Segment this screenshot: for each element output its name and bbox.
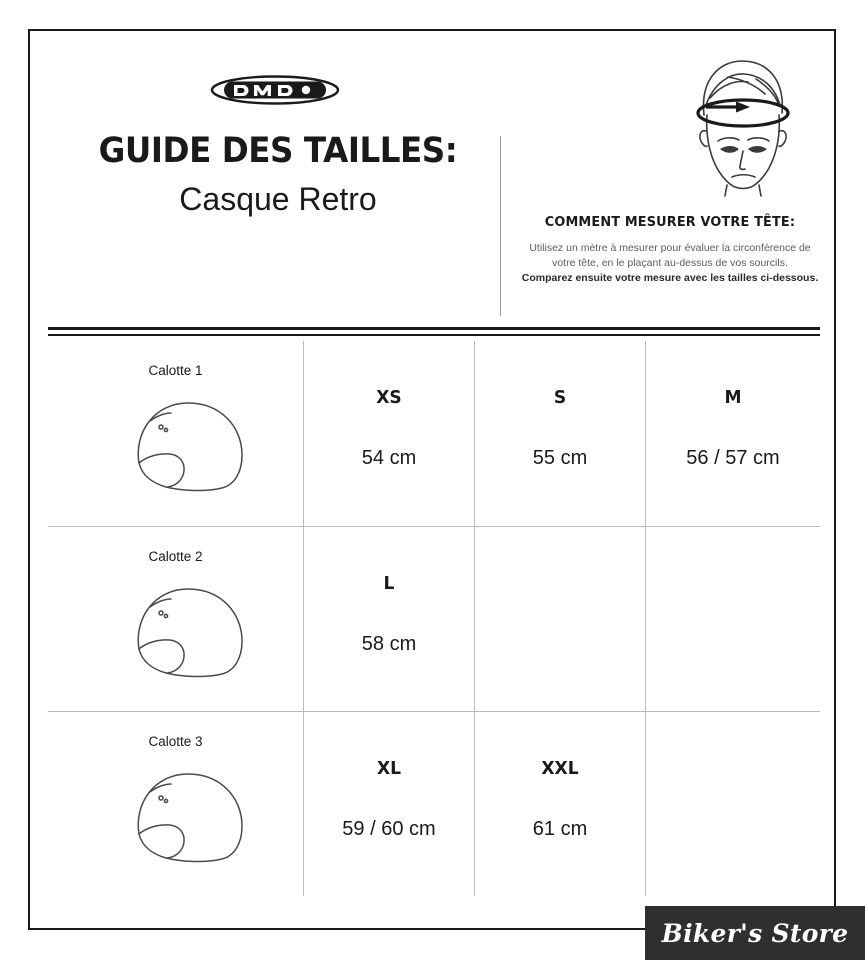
size-value: 58 cm — [361, 633, 417, 655]
header-rule-bottom — [48, 334, 820, 336]
size-cell — [474, 341, 645, 526]
shell-label: Calotte 3 — [148, 734, 203, 749]
measure-instructions — [520, 214, 820, 287]
helmet-icon — [126, 577, 254, 682]
shell-label: Calotte 1 — [148, 363, 203, 378]
header-rule-top — [48, 327, 820, 330]
measure-line-2: votre tête, en le plaçant au-dessus de vos sourcils. — [552, 257, 788, 270]
shell-cell — [48, 341, 303, 526]
size-name: XL — [376, 758, 402, 779]
size-cell — [645, 341, 820, 526]
shell-label: Calotte 2 — [148, 549, 203, 564]
helmet-icon — [126, 762, 254, 867]
size-cell — [303, 341, 474, 526]
size-value: 54 cm — [361, 447, 417, 469]
size-name: L — [383, 573, 395, 594]
table-row — [48, 341, 820, 526]
size-value: 59 / 60 cm — [342, 818, 436, 840]
watermark-text: Biker's Store — [661, 918, 849, 948]
store-watermark — [645, 906, 865, 960]
size-value: 56 / 57 cm — [686, 447, 780, 469]
size-cell — [474, 712, 645, 896]
shell-cell — [48, 712, 303, 896]
size-table — [48, 341, 820, 896]
size-name: S — [553, 387, 567, 408]
measure-body — [520, 241, 820, 287]
size-cell — [474, 527, 645, 711]
size-cell — [645, 712, 820, 896]
page-title — [58, 131, 498, 218]
title-subtitle: Casque Retro — [179, 181, 377, 217]
content-frame — [28, 29, 836, 930]
size-value: 55 cm — [532, 447, 588, 469]
size-name: M — [724, 387, 742, 408]
size-cell — [645, 527, 820, 711]
size-cell — [303, 527, 474, 711]
dmd-logo — [210, 73, 340, 107]
measure-line-3: Comparez ensuite votre mesure avec les tailles ci-dessous. — [521, 272, 819, 285]
title-main: GUIDE DES TAILLES: — [98, 131, 458, 171]
table-row — [48, 711, 820, 896]
measure-heading: COMMENT MESURER VOTRE TÊTE: — [544, 214, 796, 230]
size-name: XXL — [541, 758, 579, 779]
shell-cell — [48, 527, 303, 711]
header-divider — [500, 136, 501, 316]
table-row — [48, 526, 820, 711]
head-measure-illustration — [670, 53, 815, 203]
header — [30, 31, 834, 326]
size-name: XS — [376, 387, 402, 408]
measure-line-1: Utilisez un mètre à mesurer pour évaluer la circonférence de — [529, 242, 811, 254]
size-value: 61 cm — [532, 818, 588, 840]
size-cell — [303, 712, 474, 896]
helmet-icon — [126, 391, 254, 496]
